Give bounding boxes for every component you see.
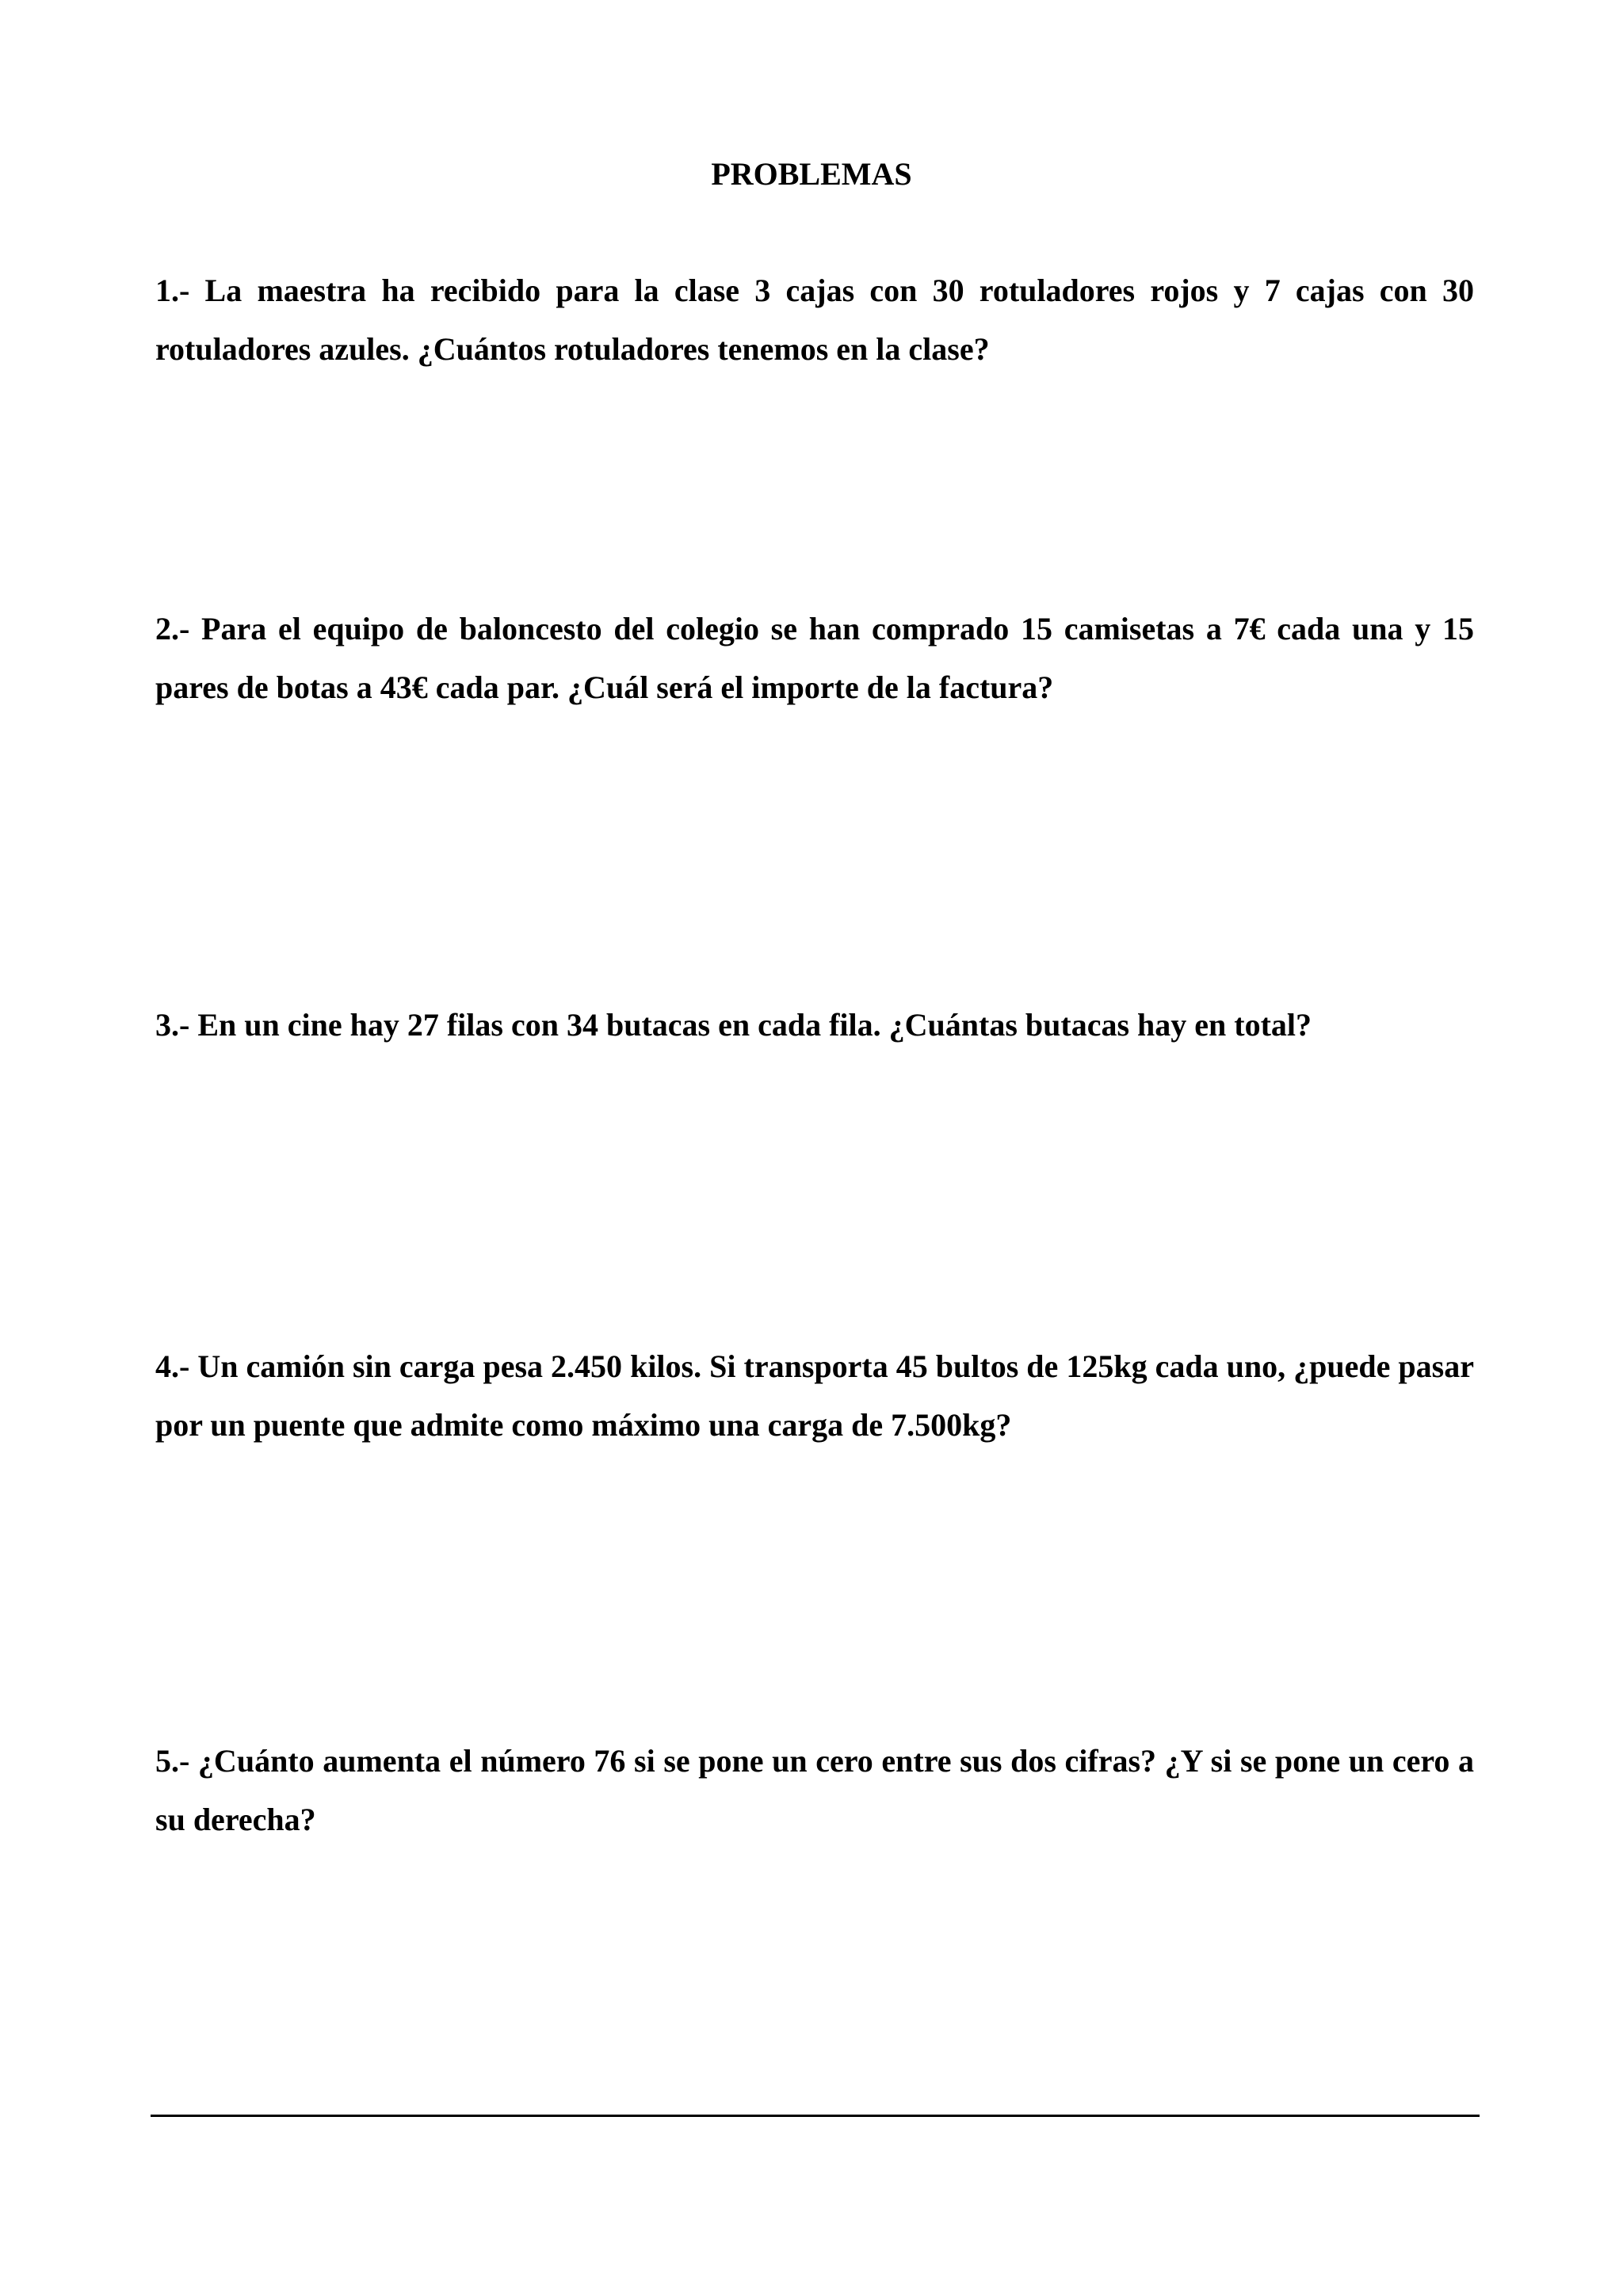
footer-divider xyxy=(151,2115,1480,2117)
page-title: PROBLEMAS xyxy=(711,156,912,192)
problem-2-text: 2.- Para el equipo de baloncesto del colegio se han comprado 15 camisetas a 7€ cada una y 15 pares de botas a 43€ cada par. ¿Cuál será el importe de la factura? xyxy=(155,611,1474,705)
problem-5-text: 5.- ¿Cuánto aumenta el número 76 si se pone un cero entre sus dos cifras? ¿Y si se pone un cero a su derecha? xyxy=(155,1743,1474,1837)
problem-1-text: 1.- La maestra ha recibido para la clase 3 cajas con 30 rotuladores rojos y 7 cajas con 30 rotuladores azules. ¿Cuántos rotuladores tenemos en la clase? xyxy=(155,273,1474,367)
problem-3-text: 3.- En un cine hay 27 filas con 34 butacas en cada fila. ¿Cuántas butacas hay en total? xyxy=(155,1007,1312,1043)
problem-4-text: 4.- Un camión sin carga pesa 2.450 kilos. Si transporta 45 bultos de 125kg cada uno, ¿puede pasar por un puente que admite como máximo una carga de 7.500kg? xyxy=(155,1348,1474,1443)
